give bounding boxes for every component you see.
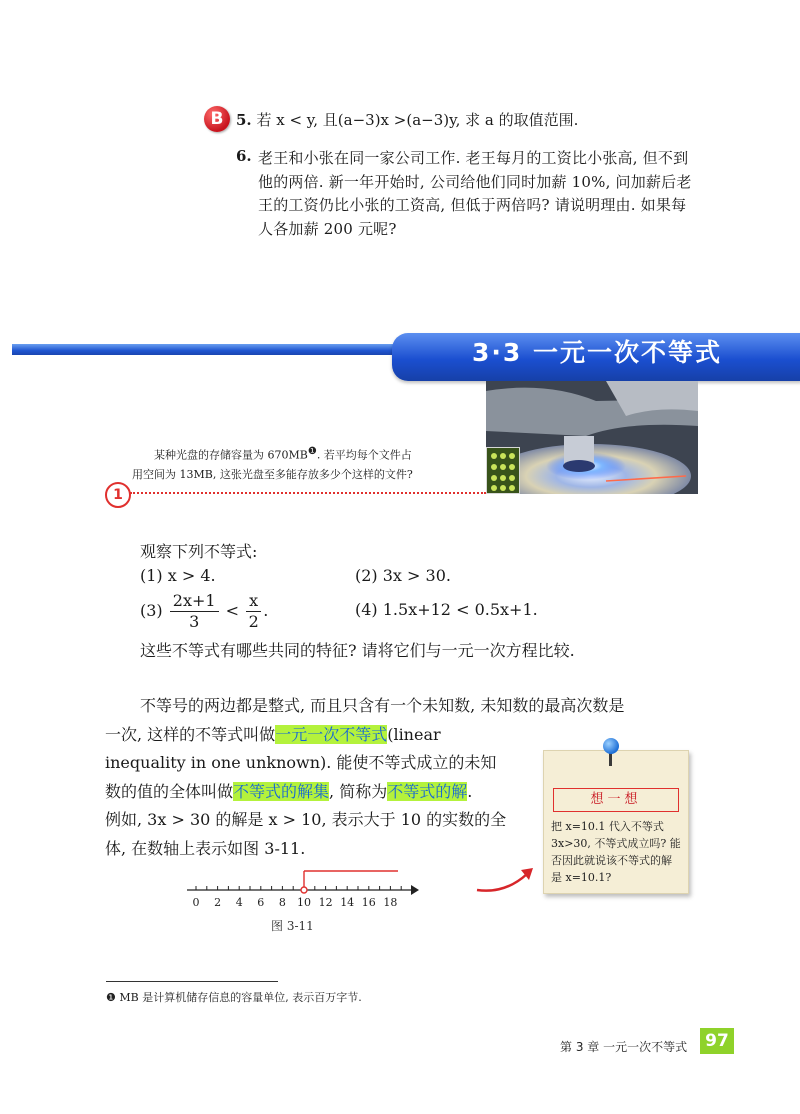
fraction-2 [246, 591, 261, 632]
inequality-3-label: (3) [140, 601, 163, 620]
open-circle [301, 887, 307, 893]
intro-problem [132, 442, 484, 484]
intro-line-2: 用空间为 13MB, 这张光盘至多能存放多少个这样的文件? [132, 467, 413, 481]
definition-line-3: inequality in one unknown). 能使不等式成立的未知 [105, 753, 497, 772]
footnote-mark: ❶ [307, 446, 317, 457]
exercise-6-text: 老王和小张在同一家公司工作. 老王每月的工资比小张高, 但不到他的两倍. 新一年开始时, 公司给他们同时加薪 10%, 问加薪后老王的工资仍比小张的工资高, 但低于两倍吗? 请说明理由. 如果每人各加薪 200 元呢? [258, 149, 692, 238]
definition-line-4c: . [467, 782, 473, 801]
fraction-1 [170, 591, 219, 632]
definition-line-6: 体, 在数轴上表示如图 3-11. [105, 839, 306, 858]
definition-line-2b: (linear [387, 725, 441, 744]
tick-label: 14 [340, 896, 355, 909]
definition-line-4a: 数的值的全体叫做 [105, 782, 234, 801]
disc-array-icon [487, 448, 519, 493]
definition-line-4 [105, 779, 472, 802]
section-header-bar [12, 344, 407, 355]
b-badge: B [204, 106, 230, 132]
inequality-2: (2) 3x > 30. [355, 566, 451, 585]
term-solution: 不等式的解 [387, 782, 468, 801]
chapter-footer: 第 3 章 一元一次不等式 [560, 1040, 688, 1054]
intro-line-1-text: 某种光盘的存储容量为 670MB [154, 448, 308, 462]
definition-line-2 [105, 722, 535, 745]
problem-marker: 1 [105, 482, 131, 508]
fraction-2-numerator: x [246, 591, 261, 612]
tick-label: 10 [297, 896, 311, 909]
inequality-4: (4) 1.5x+12 < 0.5x+1. [355, 600, 538, 619]
fraction-1-denominator: 3 [189, 612, 200, 631]
dotted-rule [130, 492, 486, 494]
note-title: 想一想 [553, 788, 679, 812]
footnote-rule [106, 981, 278, 982]
tick-label: 6 [257, 896, 265, 909]
number-line-labels [193, 896, 398, 909]
exercise-5 [236, 109, 578, 130]
pin-icon [603, 738, 619, 754]
exercise-5-number: 5. [236, 111, 252, 129]
footnote-text: MB 是计算机储存信息的容量单位, 表示百万字节. [119, 991, 362, 1004]
number-line [183, 866, 423, 912]
observe-question: 这些不等式有哪些共同的特征? 请将它们与一元一次方程比较. [140, 641, 575, 660]
number-line-arrow [411, 885, 419, 895]
inequality-3-end: . [263, 601, 269, 620]
tick-label: 0 [192, 896, 200, 909]
page-number: 97 [700, 1028, 734, 1054]
definition-line-1: 不等号的两边都是整式, 而且只含有一个未知数, 未知数的最高次数是 [140, 696, 625, 715]
term-solution-set: 不等式的解集 [233, 782, 330, 801]
section-title: 3·3 一元一次不等式 [472, 338, 722, 367]
fraction-2-denominator: 2 [248, 612, 259, 631]
definition-line-5: 例如, 3x > 30 的解是 x > 10, 表示大于 10 的实数的全 [105, 810, 507, 829]
tick-label: 12 [318, 896, 333, 909]
footnote-mark-2: ❶ [106, 991, 116, 1004]
fraction-1-numerator: 2x+1 [170, 591, 219, 612]
tick-label: 8 [278, 896, 286, 909]
pin-stem [609, 752, 612, 766]
inequality-3-sign: < [225, 601, 240, 620]
intro-line-1b-text: . 若平均每个文件占 [316, 448, 412, 462]
footnote [106, 989, 362, 1005]
term-linear-inequality: 一元一次不等式 [275, 725, 388, 744]
figure-caption: 图 3-11 [271, 919, 314, 933]
exercise-6-number: 6. [236, 147, 252, 165]
tick-label: 16 [361, 896, 376, 909]
intro-line-1 [132, 442, 484, 465]
tick-label: 2 [214, 896, 222, 909]
inequality-3 [140, 591, 268, 632]
inequality-1: (1) x > 4. [140, 566, 216, 585]
definition-line-4b: , 简称为 [329, 782, 388, 801]
red-arrow-icon [475, 860, 545, 900]
exercise-5-text: 若 x < y, 且(a−3)x >(a−3)y, 求 a 的取值范围. [256, 111, 579, 129]
observe-heading: 观察下列不等式: [140, 542, 258, 561]
tick-label: 18 [383, 896, 398, 909]
tick-label: 4 [235, 896, 243, 909]
disc-array-thumbnail [486, 447, 520, 494]
definition-line-2a: 一次, 这样的不等式叫做 [105, 725, 276, 744]
note-text: 把 x=10.1 代入不等式 3x>30, 不等式成立吗? 能否因此就说该不等式的解是 x=10.1? [551, 820, 681, 884]
